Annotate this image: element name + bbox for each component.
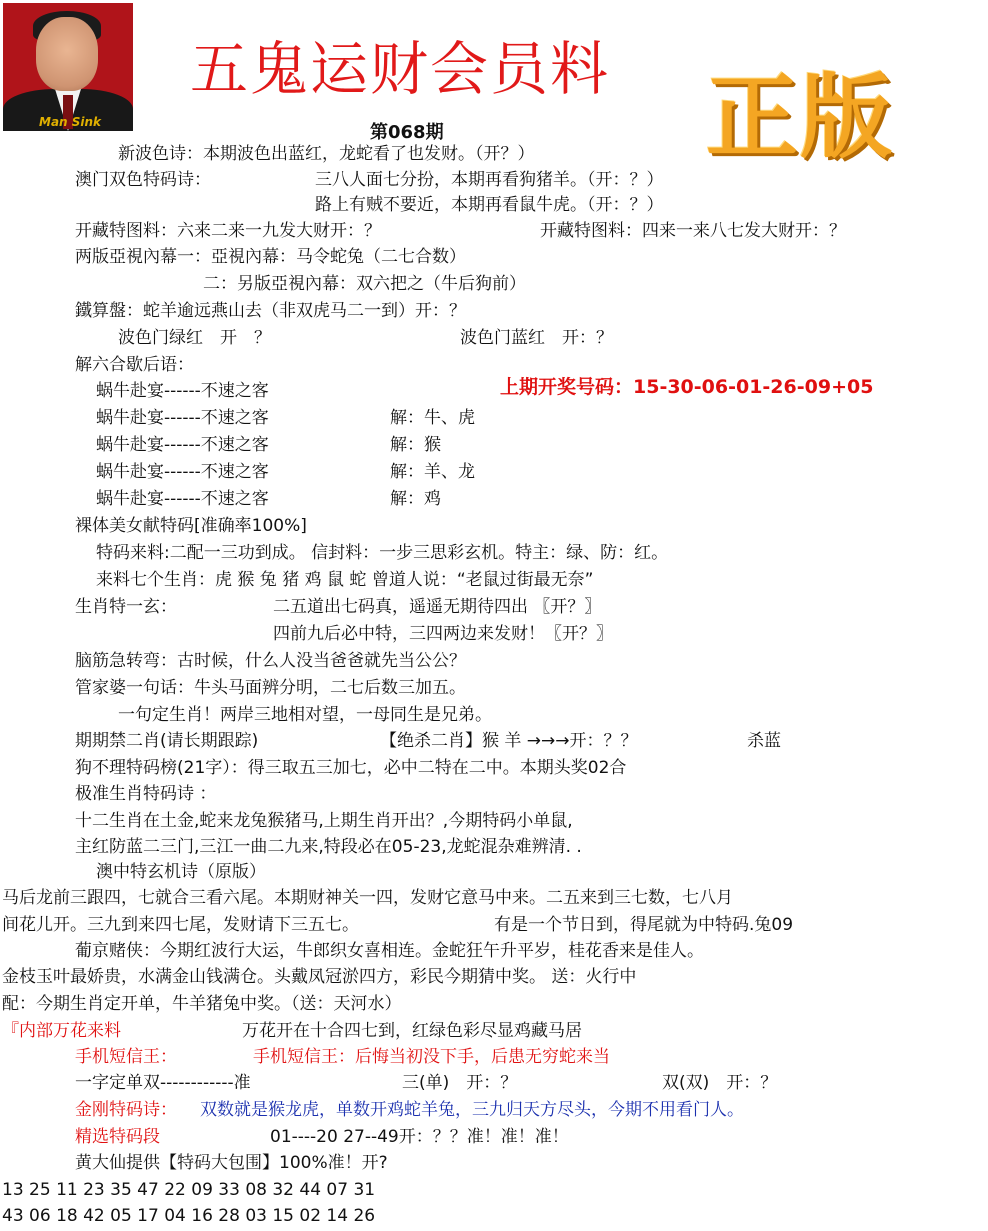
line-banned-zodiacs: 【绝杀二肖】猴 羊 →→→开：？？ — [380, 731, 638, 751]
line-kingkong-label: 金刚特码诗： — [75, 1100, 177, 1120]
line-wave-green-red: 波色门绿红 开 ？ — [118, 328, 271, 348]
line-kill-blue: 杀蓝 — [747, 731, 781, 751]
line-macau-label: 澳门双色特码诗： — [75, 170, 211, 190]
line-special-code: 裸体美女献特码[准确率100%] — [75, 516, 307, 536]
riddle-answer: 解：鸡 — [390, 489, 441, 509]
photo-face — [36, 17, 98, 91]
line-zodiac-mystery-1: 二五道出七码真，遥遥无期待四出 〖开？〗 — [273, 597, 602, 617]
line-zodiac-poem-1: 十二生肖在土金,蛇来龙兔猴猪马,上期生肖开出？,今期特码小单鼠, — [75, 811, 573, 831]
line-casino-hero: 葡京赌侠：今期红波行大运，牛郎织女喜相连。金蛇狂午升平岁，桂花香来是佳人。 — [75, 941, 704, 961]
line-riddle-heading: 解六合歇后语： — [75, 355, 194, 375]
riddle-row: 蜗牛赴宴------不速之客 — [96, 462, 269, 482]
line-special-source: 特码来料:二配一三功到成。 信封料：一步三思彩玄机。特主：绿、防：红。 — [96, 543, 669, 563]
line-odd-result: 三(单) 开：？ — [402, 1073, 518, 1093]
line-banned-label: 期期禁二肖(请长期跟踪) — [75, 731, 259, 751]
line-macau-poem-1: 三八人面七分扮，本期再看狗猪羊。（开：？） — [315, 170, 664, 190]
line-even-result: 双(双) 开：？ — [662, 1073, 778, 1093]
line-macau-poem-heading: 澳中特玄机诗（原版） — [96, 862, 266, 882]
line-abacus: 鐵算盤：蛇羊逾远燕山去（非双虎马二一到）开：？ — [75, 301, 466, 321]
line-zodiac-poem-2: 主红防蓝二三门,三江一曲二九来,特段必在05-23,龙蛇混杂难辨清. . — [75, 837, 582, 857]
line-macau-poem-body-2b: 有是一个节日到，得尾就为中特码.兔09 — [494, 915, 794, 935]
line-hidden-chart-a: 开藏特图料：六来二来一九发大财开：？ — [75, 221, 381, 241]
line-macau-poem-body-2a: 间花儿开。三九到来四七尾，发财请下三五七。 — [2, 915, 359, 935]
line-selected-range: 01----20 27--49开：？？准！准！准！ — [270, 1127, 569, 1147]
line-atv-insider-1: 两版亞視內幕一：亞視內幕：马令蛇兔（二七合数） — [75, 247, 466, 267]
line-selected-range-label: 精选特码段 — [75, 1127, 160, 1147]
issue-number: 第068期 — [370, 122, 444, 143]
line-macau-poem-2: 路上有贼不要近，本期再看鼠牛虎。（开：？） — [315, 195, 664, 215]
page-title: 五鬼运财会员料 — [190, 35, 611, 103]
line-wave-color-poem: 新波色诗：本期波色出蓝红，龙蛇看了也发财。（开？） — [118, 144, 535, 164]
number-grid-row-2: 43 06 18 42 05 17 04 16 28 03 15 02 14 26 — [2, 1206, 376, 1226]
line-hidden-chart-b: 开藏特图料：四来一来八七发大财开：？ — [540, 221, 846, 241]
line-inside-flowers: 万花开在十合四七到，红绿色彩尽显鸡藏马居 — [242, 1021, 582, 1041]
line-golden-branch: 金枝玉叶最娇贵，水满金山钱满仓。头戴凤冠淤四方，彩民今期猜中奖。 送：火行中 — [2, 967, 637, 987]
line-sms-king-label: 手机短信王： — [75, 1047, 177, 1067]
line-zodiac-poem-heading: 极准生肖特码诗 ： — [75, 784, 217, 804]
riddle-row: 蜗牛赴宴------不速之客 — [96, 381, 269, 401]
authentic-stamp: 正版 — [706, 63, 895, 171]
line-goubuli: 狗不理特码榜(21字）：得三取五三加七，必中二特在二中。本期头奖02合 — [75, 758, 627, 778]
riddle-answer: 解：牛、虎 — [390, 408, 475, 428]
line-inside-flowers-label: 『内部万花来料 — [2, 1021, 121, 1041]
line-wave-blue-red: 波色门蓝红 开：？ — [460, 328, 613, 348]
number-grid-row-1: 13 25 11 23 35 47 22 09 33 08 32 44 07 31 — [2, 1180, 376, 1200]
line-housekeeper: 管家婆一句话：牛头马面辨分明，二七后数三加五。 — [75, 678, 466, 698]
photo-signature: Man Sink — [39, 115, 102, 129]
last-draw-numbers: 上期开奖号码：15-30-06-01-26-09+05 — [500, 376, 874, 398]
line-wong-tai-sin: 黄大仙提供【特码大包围】100%准！开? — [75, 1153, 388, 1173]
riddle-row: 蜗牛赴宴------不速之客 — [96, 489, 269, 509]
line-zodiac-mystery-label: 生肖特一玄： — [75, 597, 177, 617]
line-kingkong-poem: 双数就是猴龙虎，单数开鸡蛇羊兔，三九归天方尽头，今期不用看门人。 — [200, 1100, 744, 1120]
riddle-answer: 解：羊、龙 — [390, 462, 475, 482]
line-brain-teaser: 脑筋急转弯：古时候，什么人没当爸爸就先当公公？ — [75, 651, 466, 671]
riddle-answer: 解：猴 — [390, 435, 441, 455]
line-sms-king: 手机短信王：后悔当初没下手，后患无穷蛇来当 — [253, 1047, 610, 1067]
line-macau-poem-body-1: 马后龙前三跟四，七就合三看六尾。本期财神关一四，发财它意马中来。二五来到三七数，七八月 — [2, 888, 733, 908]
line-zodiac-mystery-2: 四前九后必中特，三四两边来发财！〖开？〗 — [273, 624, 613, 644]
line-seven-zodiacs: 来料七个生肖：虎 猴 兔 猪 鸡 鼠 蛇 曾道人说：“老鼠过街最无奈” — [96, 570, 594, 590]
riddle-row: 蜗牛赴宴------不速之客 — [96, 435, 269, 455]
riddle-row: 蜗牛赴宴------不速之客 — [96, 408, 269, 428]
line-one-sentence: 一句定生肖！两岸三地相对望，一母同生是兄弟。 — [118, 705, 492, 725]
line-odd-even: 一字定单双------------准 — [75, 1073, 251, 1093]
line-zodiac-single: 配：今期生肖定开单，牛羊猪兔中奖。（送：天河水） — [2, 994, 402, 1014]
host-photo — [3, 3, 133, 131]
line-atv-insider-2: 二：另版亞視內幕：双六把之（牛后狗前） — [203, 274, 526, 294]
